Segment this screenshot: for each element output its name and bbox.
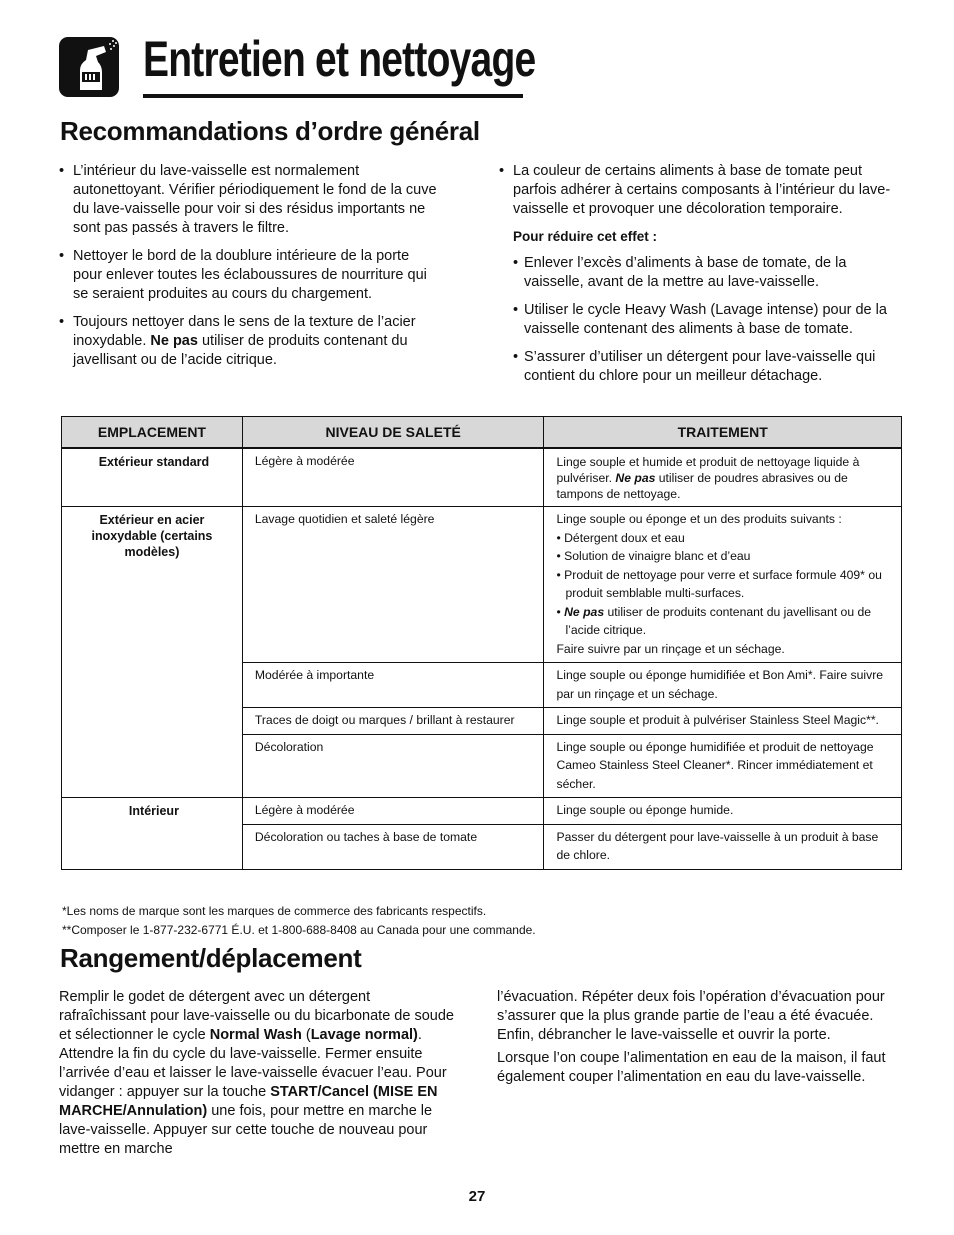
level-cell: Traces de doigt ou marques / brillant à restaurer	[242, 708, 544, 735]
storage-right-column	[497, 988, 895, 1095]
page-number: 27	[468, 1188, 486, 1205]
table-row	[62, 734, 902, 798]
sub-heading: Pour réduire cet effet :	[513, 229, 658, 244]
list-item: • Enlever l’excès d’aliments à base de tomate, de la vaisselle, avant de la mettre au lave-vaisselle.	[513, 254, 905, 292]
paragraph-text: Remplir le godet de détergent avec un détergent rafraîchissant pour lave-vaisselle ou du bicarbonate de soude et sélectionner le cycle	[59, 989, 454, 1043]
paragraph-bold: Normal Wash	[209, 1027, 302, 1043]
list-item: • La couleur de certains aliments à base de tomate peut parfois adhérer à certains composants à l’intérieur du lave-vaisselle et provoquer une décoloration temporaire.	[499, 162, 905, 219]
paragraph-bold: Lavage normal)	[310, 1027, 418, 1043]
treatment-bold: Ne pas	[564, 604, 605, 619]
treatment-cell: Linge souple ou éponge humide.	[544, 798, 902, 825]
page-title	[143, 30, 536, 98]
storage-paragraph: l’évacuation. Répéter deux fois l’opération d’évacuation pour s’assurer que la plus grande partie de l’eau a été évacuée. Enfin, débrancher le lave-vaisselle et ouvrir la porte.	[497, 989, 885, 1043]
treatment-cell	[544, 507, 902, 663]
paragraph-text: une fois, pour mettre en marche le lave-vaisselle. Appuyer sur cette touche de nouveau pour mettre en marche	[59, 1103, 433, 1157]
column-header: NIVEAU DE SALETÉ	[242, 417, 544, 449]
location-cell: Intérieur	[62, 798, 243, 825]
table-row	[62, 663, 902, 708]
level-cell: Légère à modérée	[242, 448, 544, 507]
location-cell-empty	[62, 824, 243, 869]
cleaning-table	[61, 416, 902, 870]
table-row	[62, 798, 902, 825]
treatment-text: Linge souple ou éponge et un des produits suivants :	[556, 512, 842, 526]
list-item: • L’intérieur du lave-vaisselle est normalement autonettoyant. Vérifier périodiquement le fond de la cuve du lave-vaisselle pour voir si des résidus importants ne sont pas passés à travers le filtre.	[59, 162, 439, 238]
storage-paragraph	[59, 988, 459, 1159]
table-row	[62, 448, 902, 507]
treatment-cell	[544, 448, 902, 507]
list-item: • Produit de nettoyage pour verre et surface formule 409* ou produit semblable multi-surfaces.	[556, 566, 893, 603]
location-cell-empty	[62, 708, 243, 735]
list-item: • Solution de vinaigre blanc et d’eau	[556, 547, 893, 566]
paragraph-text: . Attendre la fin du cycle du lave-vaisselle. Fermer ensuite l’arrivée d’eau et laisser le lave-vaisselle évacuer l’eau. Pour vidanger : appuyer sur la touche	[59, 1027, 447, 1100]
list-item	[556, 603, 893, 640]
location-cell: Extérieur standard	[62, 448, 243, 507]
treatment-cell: Linge souple ou éponge humidifiée et Bon Ami*. Faire suivre par un rinçage et un séchage.	[544, 663, 902, 708]
treatment-bold: Ne pas	[615, 471, 656, 485]
list-item-text: Toujours nettoyer dans le sens de la texture de l’acier inoxydable.	[73, 314, 416, 349]
general-left-column	[59, 162, 439, 379]
list-item-text: utiliser de produits contenant du javellisant ou de l’acide citrique.	[73, 333, 408, 368]
page-title-text: Entretien et nettoyage	[143, 31, 536, 87]
level-cell: Lavage quotidien et saleté légère	[242, 507, 544, 663]
list-item: • S’assurer d’utiliser un détergent pour lave-vaisselle qui contient du chlore pour un meilleur détachage.	[513, 348, 905, 386]
general-right-column	[499, 162, 905, 395]
table-row	[62, 824, 902, 869]
storage-paragraph: Lorsque l’on coupe l’alimentation en eau de la maison, il faut également couper l’alimentation en eau du lave-vaisselle.	[497, 1050, 886, 1085]
list-item: • Utiliser le cycle Heavy Wash (Lavage intense) pour de la vaisselle contenant des aliments à base de tomate.	[513, 301, 905, 339]
treatment-text: utiliser de produits contenant du javellisant ou de l’acide citrique.	[565, 604, 872, 637]
list-item	[59, 313, 439, 370]
table-row	[62, 708, 902, 735]
level-cell: Modérée à importante	[242, 663, 544, 708]
column-header: TRAITEMENT	[544, 417, 902, 449]
table-row	[62, 507, 902, 663]
footnotes	[62, 902, 536, 940]
level-cell: Décoloration	[242, 734, 544, 798]
storage-heading: Rangement/déplacement	[60, 943, 362, 973]
treatment-cell: Linge souple ou éponge humidifiée et produit de nettoyage Cameo Stainless Steel Cleaner*. Rincer immédiatement et sécher.	[544, 734, 902, 798]
list-item-bold: Ne pas	[150, 333, 198, 349]
location-cell-empty	[62, 734, 243, 798]
level-cell: Décoloration ou taches à base de tomate	[242, 824, 544, 869]
footnote: **Composer le 1-877-232-6771 É.U. et 1-800-688-8408 au Canada pour une commande.	[62, 923, 536, 937]
general-heading: Recommandations d’ordre général	[60, 116, 480, 146]
column-header: EMPLACEMENT	[62, 417, 243, 449]
spray-bottle-icon	[58, 36, 120, 98]
treatment-text: utiliser de poudres abrasives ou de tampons de nettoyage.	[556, 471, 848, 501]
treatment-cell: Passer du détergent pour lave-vaisselle à un produit à base de chlore.	[544, 824, 902, 869]
level-cell: Légère à modérée	[242, 798, 544, 825]
paragraph-bold: START/Cancel (MISE EN MARCHE/Annulation)	[59, 1084, 438, 1119]
paragraph-text: (	[301, 1027, 311, 1043]
storage-left-column	[59, 988, 459, 1167]
treatment-cell: Linge souple et produit à pulvériser Stainless Steel Magic**.	[544, 708, 902, 735]
footnote: *Les noms de marque sont les marques de commerce des fabricants respectifs.	[62, 904, 487, 918]
location-cell-empty	[62, 663, 243, 708]
location-cell: Extérieur en acier inoxydable (certains modèles)	[62, 507, 243, 663]
list-item: • Nettoyer le bord de la doublure intérieure de la porte pour enlever toutes les éclaboussures de nourriture qui se seraient produites au cours du chargement.	[59, 247, 439, 304]
list-item: • Détergent doux et eau	[556, 529, 893, 548]
treatment-text: Faire suivre par un rinçage et un séchage.	[556, 641, 785, 656]
treatment-text: Linge souple et humide et produit de nettoyage liquide à pulvériser.	[556, 455, 860, 485]
